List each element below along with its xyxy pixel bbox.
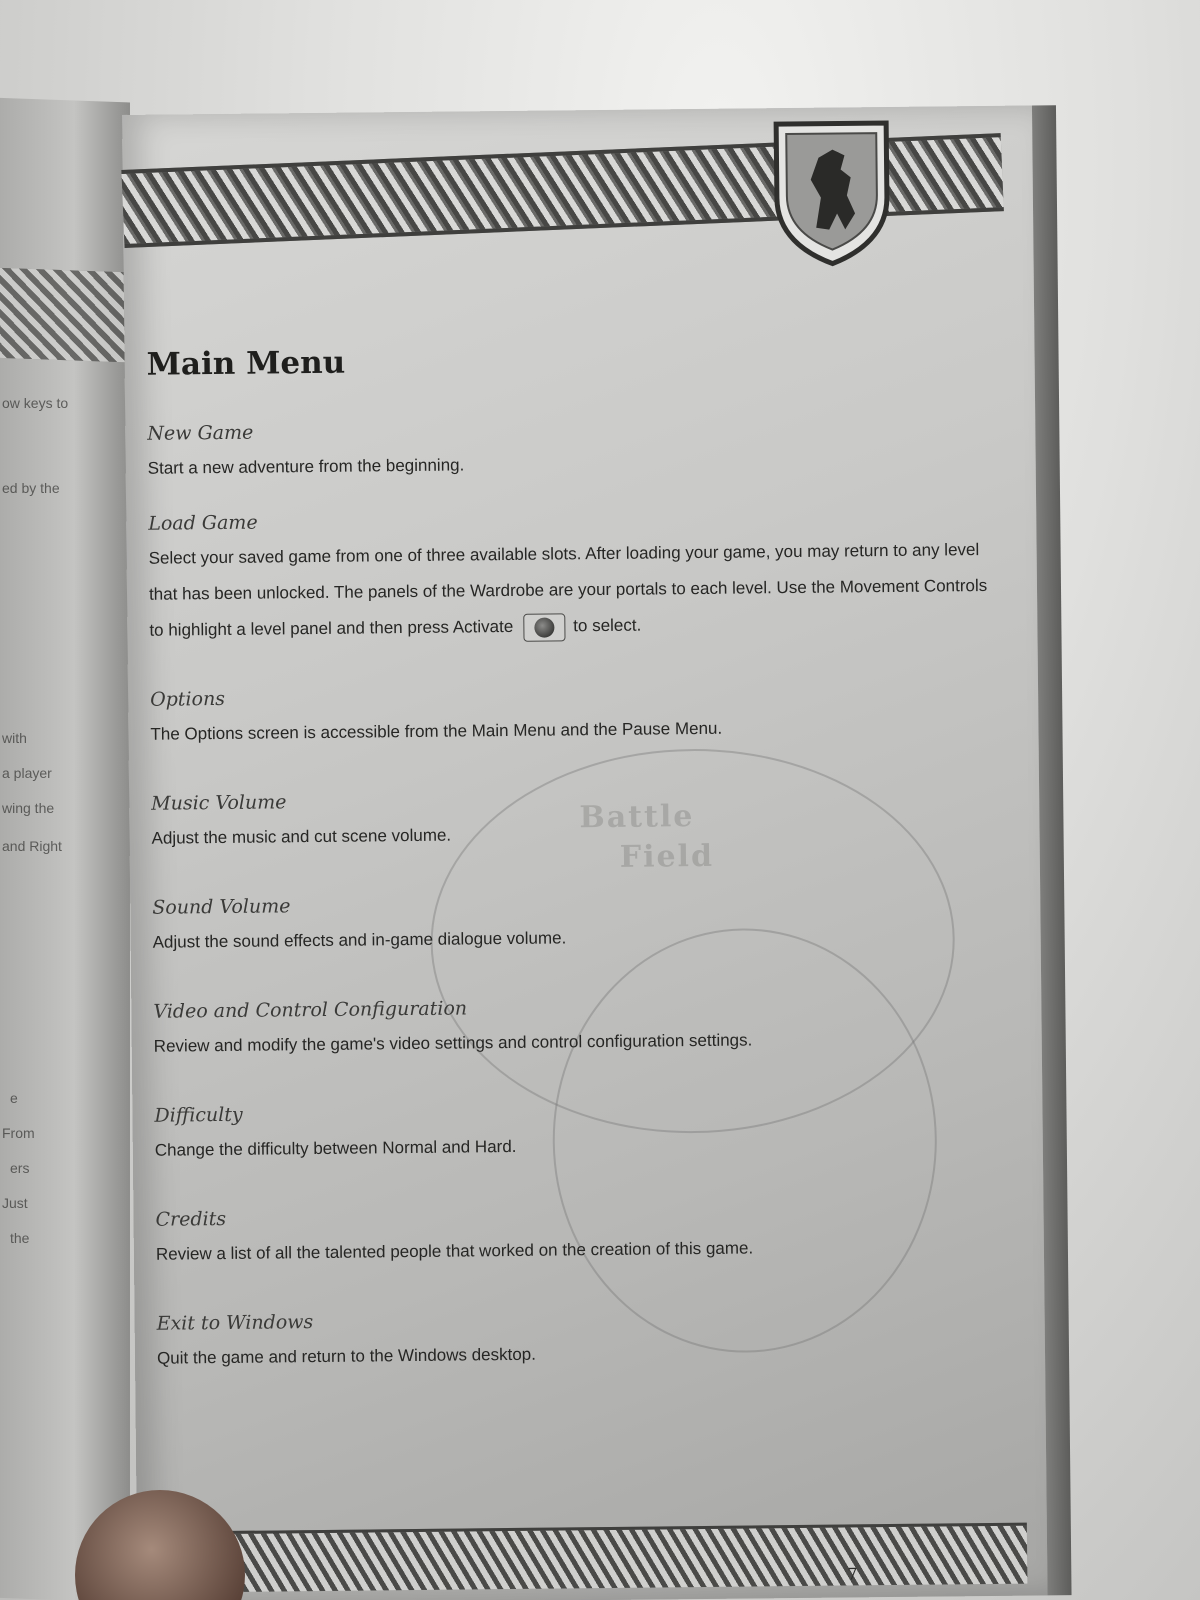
entry-title: Sound Volume	[152, 895, 291, 919]
entry-description: Start a new adventure from the beginning.	[147, 455, 465, 478]
left-page-fragment: ow keys to	[2, 395, 69, 411]
menu-entry-options	[150, 680, 991, 753]
left-page-fragment: wing the	[2, 800, 55, 816]
left-page-fragment: ed by the	[2, 480, 60, 496]
entry-description-text: Select your saved game from one of three available slots. After loading your game, you may return to any level that has been unlocked. The panels of the Wardrobe are your portals to each level. Use the Movement Controls to highlight a level panel and then press Activate	[148, 540, 988, 640]
entry-description: Adjust the music and cut scene volume.	[151, 825, 452, 848]
entry-description: The Options screen is accessible from the Main Menu and the Pause Menu.	[150, 718, 723, 744]
map-label: Field	[619, 838, 715, 875]
menu-entry-difficulty	[154, 1096, 995, 1169]
entry-title: Difficulty	[154, 1103, 243, 1127]
entry-description: Review a list of all the talented people that worked on the creation of this game.	[155, 1238, 754, 1264]
page-content	[146, 316, 997, 1403]
entry-title: Credits	[155, 1207, 227, 1231]
menu-entry-credits	[155, 1200, 996, 1273]
entry-title: Music Volume	[151, 791, 287, 815]
page-title: Main Menu	[146, 344, 346, 383]
entry-title: Exit to Windows	[156, 1311, 314, 1335]
celtic-knot-border-bottom	[167, 1523, 1028, 1593]
left-page-fragment: the	[10, 1230, 30, 1246]
menu-entry-sound-volume	[152, 888, 993, 961]
menu-entry-video-control	[153, 992, 994, 1065]
menu-entry-new-game	[147, 414, 988, 487]
entry-title: Load Game	[148, 511, 258, 535]
menu-entry-exit	[157, 1304, 998, 1377]
left-page-fragment: From	[2, 1125, 35, 1141]
entry-description: Adjust the sound effects and in-game dialogue volume.	[152, 928, 567, 952]
page-edge	[1032, 105, 1072, 1595]
entry-title: New Game	[147, 421, 254, 445]
entry-title: Options	[150, 687, 226, 711]
entry-description: Review and modify the game's video settings and control configuration settings.	[153, 1030, 753, 1056]
menu-entry-load-game	[148, 504, 989, 649]
map-label: Battle	[579, 799, 695, 836]
page-number: 7	[847, 1564, 858, 1584]
activate-button-icon	[523, 613, 565, 641]
entry-description	[148, 532, 989, 649]
left-page-fragment: a player	[2, 765, 52, 781]
menu-entry-music-volume	[151, 784, 992, 857]
entry-description: Quit the game and return to the Windows desktop.	[156, 1344, 537, 1368]
lion-shield-icon	[770, 117, 894, 268]
entry-title: Video and Control Configuration	[153, 997, 468, 1023]
left-page-fragment: and Right	[2, 838, 62, 854]
manual-page	[122, 105, 1048, 1600]
left-page-fragment: e	[10, 1090, 18, 1106]
left-page-fragment: Just	[2, 1195, 28, 1211]
entry-description: Change the difficulty between Normal and Hard.	[154, 1136, 517, 1160]
left-page-fragment: with	[2, 730, 27, 746]
entry-description-text: to select.	[573, 615, 642, 636]
left-knot-border	[0, 268, 125, 363]
left-page-fragment: ers	[10, 1160, 30, 1176]
